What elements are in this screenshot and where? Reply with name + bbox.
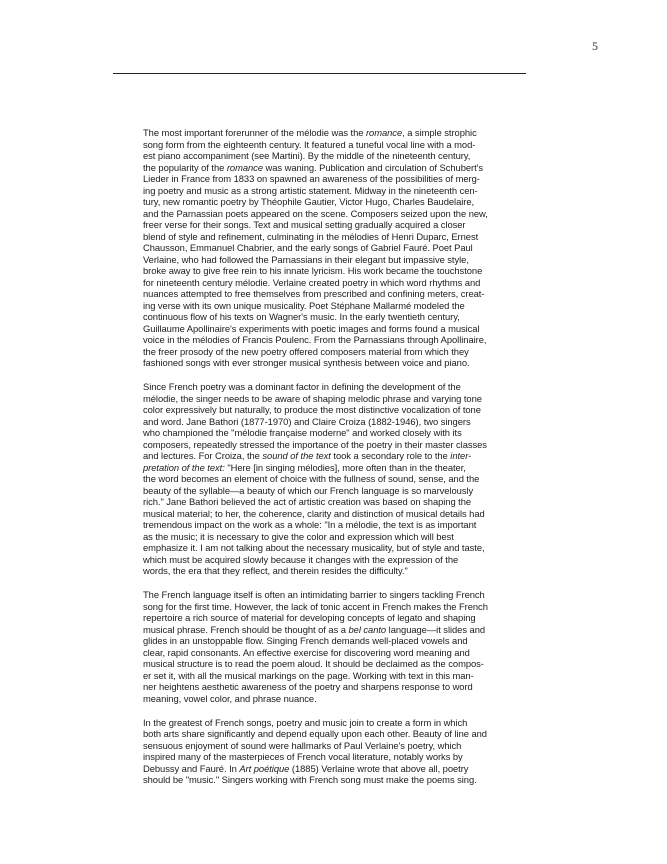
text-line: Lieder in France from 1833 on spawned an awareness of the possibilities of merg-	[143, 173, 480, 184]
text-line: musical material; to her, the coherence, clarity and distinction of musical details had	[143, 507, 485, 519]
text-line: freer verse for their songs. Text and musical setting gradually acquired a closer	[143, 219, 466, 230]
text-line: the word becomes an element of choice with the fullness of sound, sense, and the	[143, 473, 480, 484]
text-line: color expressively but naturally, to produce the most distinctive vocalization of tone	[143, 404, 481, 415]
text-line: glides in an unstoppable flow. Singing French demands well-placed vowels and	[143, 635, 468, 646]
text-line: both arts share significantly and depend equally upon each other. Beauty of line and	[143, 728, 487, 739]
text-line: the popularity of the romance was waning. Publication and circulation of Schubert's	[143, 161, 484, 173]
text-line: for nineteenth century mélodie. Verlaine created poetry in which word rhythms and	[143, 276, 481, 288]
text-line: nuances attempted to free themselves from prescribed and confining meters, creat-	[143, 288, 485, 299]
text-line: as the music; it is necessary to give the color and expression which will best	[143, 530, 454, 542]
text-line: Verlaine, who had followed the Parnassians in their elegant but impassive style,	[143, 253, 469, 265]
text-line: In the greatest of French songs, poetry and music join to create a form in which	[143, 716, 468, 728]
text-line: sensuous enjoyment of sound were hallmarks of Paul Verlaine's poetry, which	[143, 739, 462, 751]
text-line: song form from the eighteenth century. It featured a tuneful vocal line with a mod-	[143, 138, 476, 150]
header-rule	[113, 73, 526, 74]
text-line: musical phrase. French should be thought of as a bel canto language—it slides and	[143, 623, 486, 635]
text-line: er set it, with all the musical markings on the page. Working with text in this man-	[143, 669, 474, 681]
text-line: and the Parnassian poets appeared on the scene. Composers seized upon the new,	[143, 207, 488, 219]
text-line: emphasize it. I am not talking about the necessary musicality, but of style and taste,	[143, 542, 485, 553]
text-line: should be "music." Singers working with French song must make the poems sing.	[143, 774, 477, 785]
paragraph	[143, 589, 530, 704]
page-number: 5	[592, 39, 598, 53]
text-line: who championed the "mélodie française moderne" and worked closely with its	[143, 427, 462, 438]
text-line: Debussy and Fauré. In Art poétique (1885) Verlaine wrote that above all, poetry	[143, 762, 469, 774]
text-line: fashioned songs with ever stronger musical synthesis between voice and piano.	[143, 357, 470, 368]
text-line: meaning, vowel color, and phrase nuance.	[143, 692, 317, 704]
body-text	[143, 127, 530, 798]
text-line: Chausson, Emmanuel Chabrier, and the early songs of Gabriel Fauré. Poet Paul	[143, 242, 473, 253]
text-line: ner heightens aesthetic awareness of the poetry and sharpens response to word	[143, 681, 473, 692]
text-line: words, the era that they reflect, and therein resides the difficulty."	[143, 565, 408, 576]
text-line: the freer prosody of the new poetry offered composers material from which they	[143, 345, 469, 357]
text-line: ing verse with its own unique musicality. Poet Stéphane Mallarmé modeled the	[143, 299, 465, 311]
text-line: est piano accompaniment (see Martini). By the middle of the nineteenth century,	[143, 150, 471, 161]
text-line: song for the first time. However, the lack of tonic accent in French makes the French	[143, 600, 488, 612]
text-line: tury, new romantic poetry by Théophile Gautier, Victor Hugo, Charles Baudelaire,	[143, 196, 475, 207]
text-line: continuous flow of his texts on Wagner's music. In the early twentieth century,	[143, 311, 460, 322]
text-line: musical structure is to read the poem aloud. It should be declaimed as the compos-	[143, 658, 484, 669]
text-line: repertoire a rich source of material for developing concepts of legato and shaping	[143, 612, 476, 623]
text-line: broke away to give free rein to his innate lyricism. His work became the touchstone	[143, 265, 483, 276]
text-line: voice in the mélodies of Francis Poulenc. From the Parnassians through Apollinaire,	[143, 334, 487, 345]
text-line: inspired many of the masterpieces of French vocal literature, notably works by	[143, 751, 463, 762]
text-line: rich." Jane Bathori believed the act of artistic creation was based on shaping the	[143, 496, 472, 507]
text-line: tremendous impact on the work as a whole: "In a mélodie, the text is as important	[143, 519, 477, 530]
text-line: The French language itself is often an intimidating barrier to singers tackling French	[143, 589, 485, 600]
text-line: The most important forerunner of the mélodie was the romance, a simple strophic	[143, 127, 477, 138]
paragraph	[143, 717, 530, 786]
text-line: blend of style and refinement, culminating in the mélodies of Henri Duparc, Ernest	[143, 230, 479, 242]
text-line: which must be acquired slowly because it changes with the expression of the	[143, 553, 459, 565]
text-line: Since French poetry was a dominant factor in defining the development of the	[143, 381, 461, 392]
text-line: clear, rapid consonants. An effective exercise for discovering word meaning and	[143, 646, 470, 658]
text-line: beauty of the syllable—a beauty of which our French language is so marvelously	[143, 484, 474, 496]
text-line: pretation of the text: "Here [in singing mélodies], more often than in the theater,	[143, 461, 466, 473]
text-line: ing poetry and music as a strong artistic statement. Midway in the nineteenth cen-	[143, 184, 478, 196]
text-line: and word. Jane Bathori (1877-1970) and Claire Croiza (1882-1946), two singers	[143, 415, 471, 427]
paragraph	[143, 381, 530, 577]
paragraph	[143, 127, 530, 369]
text-line: Guillaume Apollinaire's experiments with poetic images and forms found a musical	[143, 322, 480, 334]
text-line: and lectures. For Croiza, the sound of the text took a secondary role to the inter-	[143, 450, 472, 461]
text-line: mélodie, the singer needs to be aware of shaping melodic phrase and varying tone	[143, 392, 482, 404]
text-line: composers, repeatedly stressed the importance of the poetry in their master classes	[143, 438, 487, 450]
